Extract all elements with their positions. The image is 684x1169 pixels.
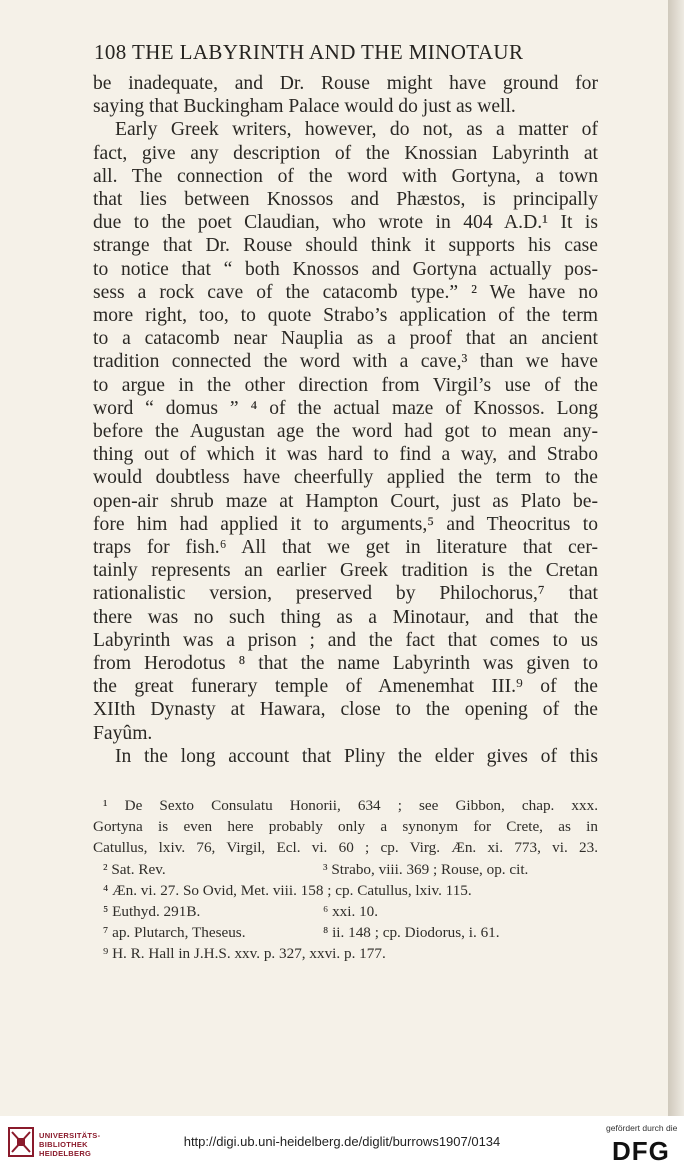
text-line: rationalistic version, preserved by Philochorus,⁷ that: [93, 583, 598, 605]
text-line: fore him had applied it to arguments,⁵ and Theocritus to: [93, 513, 598, 535]
footnote-2: ² Sat. Rev.: [103, 860, 166, 878]
text-line: to argue in the other direction from Virgil’s use of the: [93, 374, 598, 396]
footnote-5: ⁵ Euthyd. 291B.: [103, 903, 201, 921]
library-name-line: BIBLIOTHEK: [39, 1140, 88, 1149]
dfg-logo: DFG: [612, 1136, 670, 1166]
text-line: tradition connected the word with a cave,³ than we have: [93, 351, 598, 373]
footnote-1: ¹ De Sexto Consulatu Honorii, 634 ; see Gibbon, chap. xxx.: [103, 797, 598, 814]
text-line: Labyrinth was a prison ; and the fact that comes to us: [93, 629, 598, 651]
funding-caption: gefördert durch die: [606, 1123, 678, 1133]
text-line: that lies between Knossos and Phæstos, is principally: [93, 189, 598, 211]
text-line: In the long account that Pliny the elder gives of this: [115, 745, 598, 767]
text-line: saying that Buckingham Palace would do just as well.: [93, 96, 516, 118]
text-line: before the Augustan age the word had got to mean any-: [93, 421, 598, 443]
text-line: to notice that “ both Knossos and Gortyna actually pos-: [93, 258, 598, 280]
text-line: Fayûm.: [93, 722, 153, 744]
text-line: the great funerary temple of Amenemhat III.⁹ of the: [93, 676, 598, 698]
footnote-3: ³ Strabo, viii. 369 ; Rouse, op. cit.: [323, 860, 529, 878]
text-line: would doubtless have cheerfully applied the term to the: [93, 467, 598, 489]
text-line: there was no such thing as a Minotaur, and that the: [93, 606, 598, 628]
page-edge: [668, 0, 684, 1116]
footnote-7: ⁷ ap. Plutarch, Theseus.: [103, 924, 246, 942]
text-line: thing out of which it was hard to find a way, and Strabo: [93, 444, 598, 466]
text-line: Early Greek writers, however, do not, as a matter of: [115, 119, 598, 141]
footnote-row: [93, 859, 598, 880]
text-line: traps for fish.⁶ All that we get in literature that cer-: [93, 537, 598, 559]
text-line: XIIth Dynasty at Hawara, close to the opening of the: [93, 699, 598, 721]
footnote-6: ⁶ xxi. 10.: [323, 903, 379, 921]
library-name-line: UNIVERSITÄTS-: [39, 1131, 101, 1140]
text-line: due to the poet Claudian, who wrote in 404 A.D.¹ It is: [93, 212, 598, 234]
text-line: be inadequate, and Dr. Rouse might have ground for: [93, 73, 598, 94]
footnote-row: [93, 922, 598, 943]
footnotes: [93, 795, 598, 965]
footnote-8: ⁸ ii. 148 ; cp. Diodorus, i. 61.: [323, 924, 500, 942]
text-line: open-air shrub maze at Hampton Court, just as Plato be-: [93, 490, 598, 512]
text-line: sess a rock cave of the catacomb type.” ² We have no: [93, 281, 598, 303]
running-head: 108 THE LABYRINTH AND THE MINOTAUR: [94, 40, 524, 64]
text-line: word “ domus ” ⁴ of the actual maze of Knossos. Long: [93, 397, 598, 419]
footnote-4: ⁴ Æn. vi. 27. So Ovid, Met. viii. 158 ; cp. Catullus, lxiv. 115.: [103, 881, 472, 899]
body-text: [93, 72, 598, 768]
text-line: fact, give any description of the Knossian Labyrinth at: [93, 142, 598, 164]
source-url-link[interactable]: http://digi.ub.uni-heidelberg.de/diglit/burrows1907/0134: [183, 1134, 501, 1149]
library-name-line: HEIDELBERG: [39, 1149, 92, 1158]
footnote-9: ⁹ H. R. Hall in J.H.S. xxv. p. 327, xxvi. p. 177.: [103, 945, 386, 963]
footnote-1-cont: Gortyna is even here probably only a synonym for Crete, as in: [93, 818, 598, 836]
text-line: from Herodotus ⁸ that the name Labyrinth was given to: [93, 653, 598, 675]
text-line: strange that Dr. Rouse should think it supports his case: [93, 235, 598, 257]
text-line: tainly represents an earlier Greek tradition is the Cretan: [93, 560, 598, 582]
text-line: to a catacomb near Nauplia as a proof that an ancient: [93, 328, 598, 350]
footnote-1-cont: Catullus, lxiv. 76, Virgil, Ecl. vi. 60 ; cp. Virg. Æn. xi. 773, vi. 23.: [93, 839, 598, 857]
text-line: all. The connection of the word with Gortyna, a town: [93, 165, 598, 187]
text-line: more right, too, to quote Strabo’s application of the term: [93, 305, 598, 327]
footnote-row: [93, 901, 598, 922]
